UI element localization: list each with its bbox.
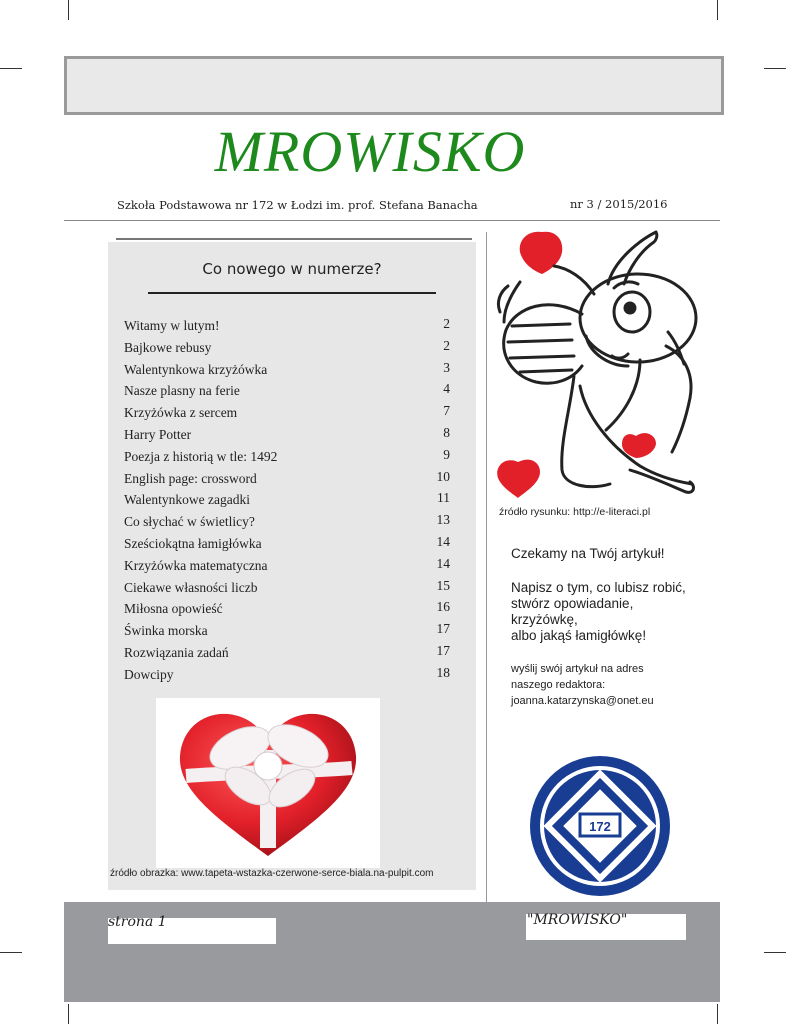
toc-item-title: Witamy w lutym! <box>124 318 220 333</box>
heart-image-caption: źródło obrazka: www.tapeta-wstazka-czerwone-serce-biala.na-pulpit.com <box>110 868 434 879</box>
toc-item-page: 15 <box>436 577 450 593</box>
sidebar-pitch-line: krzyżówkę, <box>511 612 578 627</box>
toc-item <box>124 338 454 360</box>
toc-item <box>124 381 454 403</box>
sidebar-pitch-line: albo jakąś łamigłówkę! <box>511 628 647 643</box>
toc-item-page: 2 <box>443 337 450 353</box>
ant-illustration <box>490 226 710 502</box>
toc-item-page: 14 <box>436 533 450 549</box>
issue-number: nr 3 / 2015/2016 <box>570 197 668 211</box>
toc-item-page: 9 <box>443 446 450 462</box>
sidebar-pitch-line: stwórz opowiadanie, <box>511 596 634 611</box>
toc-item-title: Dowcipy <box>124 666 174 682</box>
editor-email: joanna.katarzynska@onet.eu <box>511 695 654 707</box>
crop-mark <box>0 68 22 69</box>
crop-mark <box>717 0 718 20</box>
toc-item-title: Co słychać w świetlicy? <box>124 514 255 530</box>
ribbon-heart-icon <box>156 698 380 868</box>
toc-item-title: Sześciokątna łamigłówka <box>124 535 262 551</box>
toc-title: Co nowego w numerze? <box>202 260 382 278</box>
toc-item <box>124 403 454 425</box>
toc-item-title: Walentynkowe zagadki <box>124 492 250 508</box>
toc-item-page: 16 <box>436 599 450 615</box>
toc-item-page: 2 <box>443 316 450 331</box>
ant-icon <box>490 226 710 502</box>
toc-item-title: Harry Potter <box>124 426 192 442</box>
toc-item <box>124 578 454 600</box>
toc-title-underline <box>148 292 436 294</box>
sidebar-pitch-line: Napisz o tym, co lubisz robić, <box>511 580 686 595</box>
crop-mark <box>764 952 786 953</box>
toc-item <box>124 643 454 665</box>
toc-item-page: 14 <box>436 555 450 571</box>
toc-item-title: Poezja z historią w tle: 1492 <box>124 448 278 464</box>
toc-item-page: 10 <box>436 468 450 484</box>
toc-top-rule <box>116 238 472 240</box>
toc-item-page: 11 <box>437 490 450 506</box>
toc-item-title: Krzyżówka matematyczna <box>124 557 268 573</box>
toc-item <box>124 360 454 382</box>
toc-item-page: 8 <box>443 424 450 440</box>
toc-list <box>124 316 454 687</box>
toc-item-page: 7 <box>443 403 450 419</box>
page-number-label: strona 1 <box>108 914 167 930</box>
toc-item <box>124 665 454 687</box>
school-name: Szkoła Podstawowa nr 172 w Łodzi im. prof. Stefana Banacha <box>117 198 478 212</box>
toc-item-title: Walentynkowa krzyżówka <box>124 361 268 377</box>
toc-item-title: Krzyżówka z sercem <box>124 405 238 421</box>
toc-item-page: 18 <box>436 664 450 680</box>
school-logo-icon <box>528 754 672 898</box>
toc-item-page: 17 <box>436 621 450 637</box>
toc-item-page: 13 <box>436 512 450 528</box>
top-banner <box>64 56 724 115</box>
sidebar-headline: Czekamy na Twój artykuł! <box>511 546 665 561</box>
header-divider <box>64 220 720 221</box>
crop-mark <box>717 1004 718 1024</box>
toc-item-title: English page: crossword <box>124 470 257 486</box>
crop-mark <box>68 1004 69 1024</box>
toc-item-title: Rozwiązania zadań <box>124 644 229 660</box>
toc-item-page: 4 <box>443 381 450 397</box>
logo-number: 172 <box>589 819 611 834</box>
toc-item <box>124 534 454 556</box>
toc-item <box>124 425 454 447</box>
toc-item-page: 17 <box>436 642 450 658</box>
masthead-title: MROWISKO <box>214 119 526 184</box>
toc-item-page: 3 <box>443 359 450 375</box>
ant-image-caption: źródło rysunku: http://e-literaci.pl <box>499 506 651 518</box>
newsletter-name-label: "MROWISKO" <box>527 912 628 928</box>
toc-item-title: Świnka morska <box>124 623 208 639</box>
toc-item-title: Ciekawe własności liczb <box>124 579 258 595</box>
toc-item <box>124 490 454 512</box>
toc-item <box>124 512 454 534</box>
crop-mark <box>0 952 22 953</box>
toc-item <box>124 556 454 578</box>
toc-item <box>124 447 454 469</box>
toc-item-title: Nasze plasny na ferie <box>124 383 240 399</box>
toc-item-title: Bajkowe rebusy <box>124 339 212 355</box>
toc-item <box>124 621 454 643</box>
school-logo <box>528 754 672 898</box>
ribbon-heart-image <box>156 698 380 868</box>
sidebar-contact-line: wyślij swój artykuł na adres <box>511 663 644 675</box>
toc-item <box>124 316 454 338</box>
footer-bar <box>64 902 720 1002</box>
table-of-contents <box>108 242 476 890</box>
crop-mark <box>68 0 69 20</box>
column-divider <box>486 232 487 902</box>
crop-mark <box>764 68 786 69</box>
toc-item <box>124 599 454 621</box>
sidebar-contact-line: naszego redaktora: <box>511 679 606 691</box>
toc-item-title: Miłosna opowieść <box>124 601 223 617</box>
toc-item <box>124 469 454 491</box>
